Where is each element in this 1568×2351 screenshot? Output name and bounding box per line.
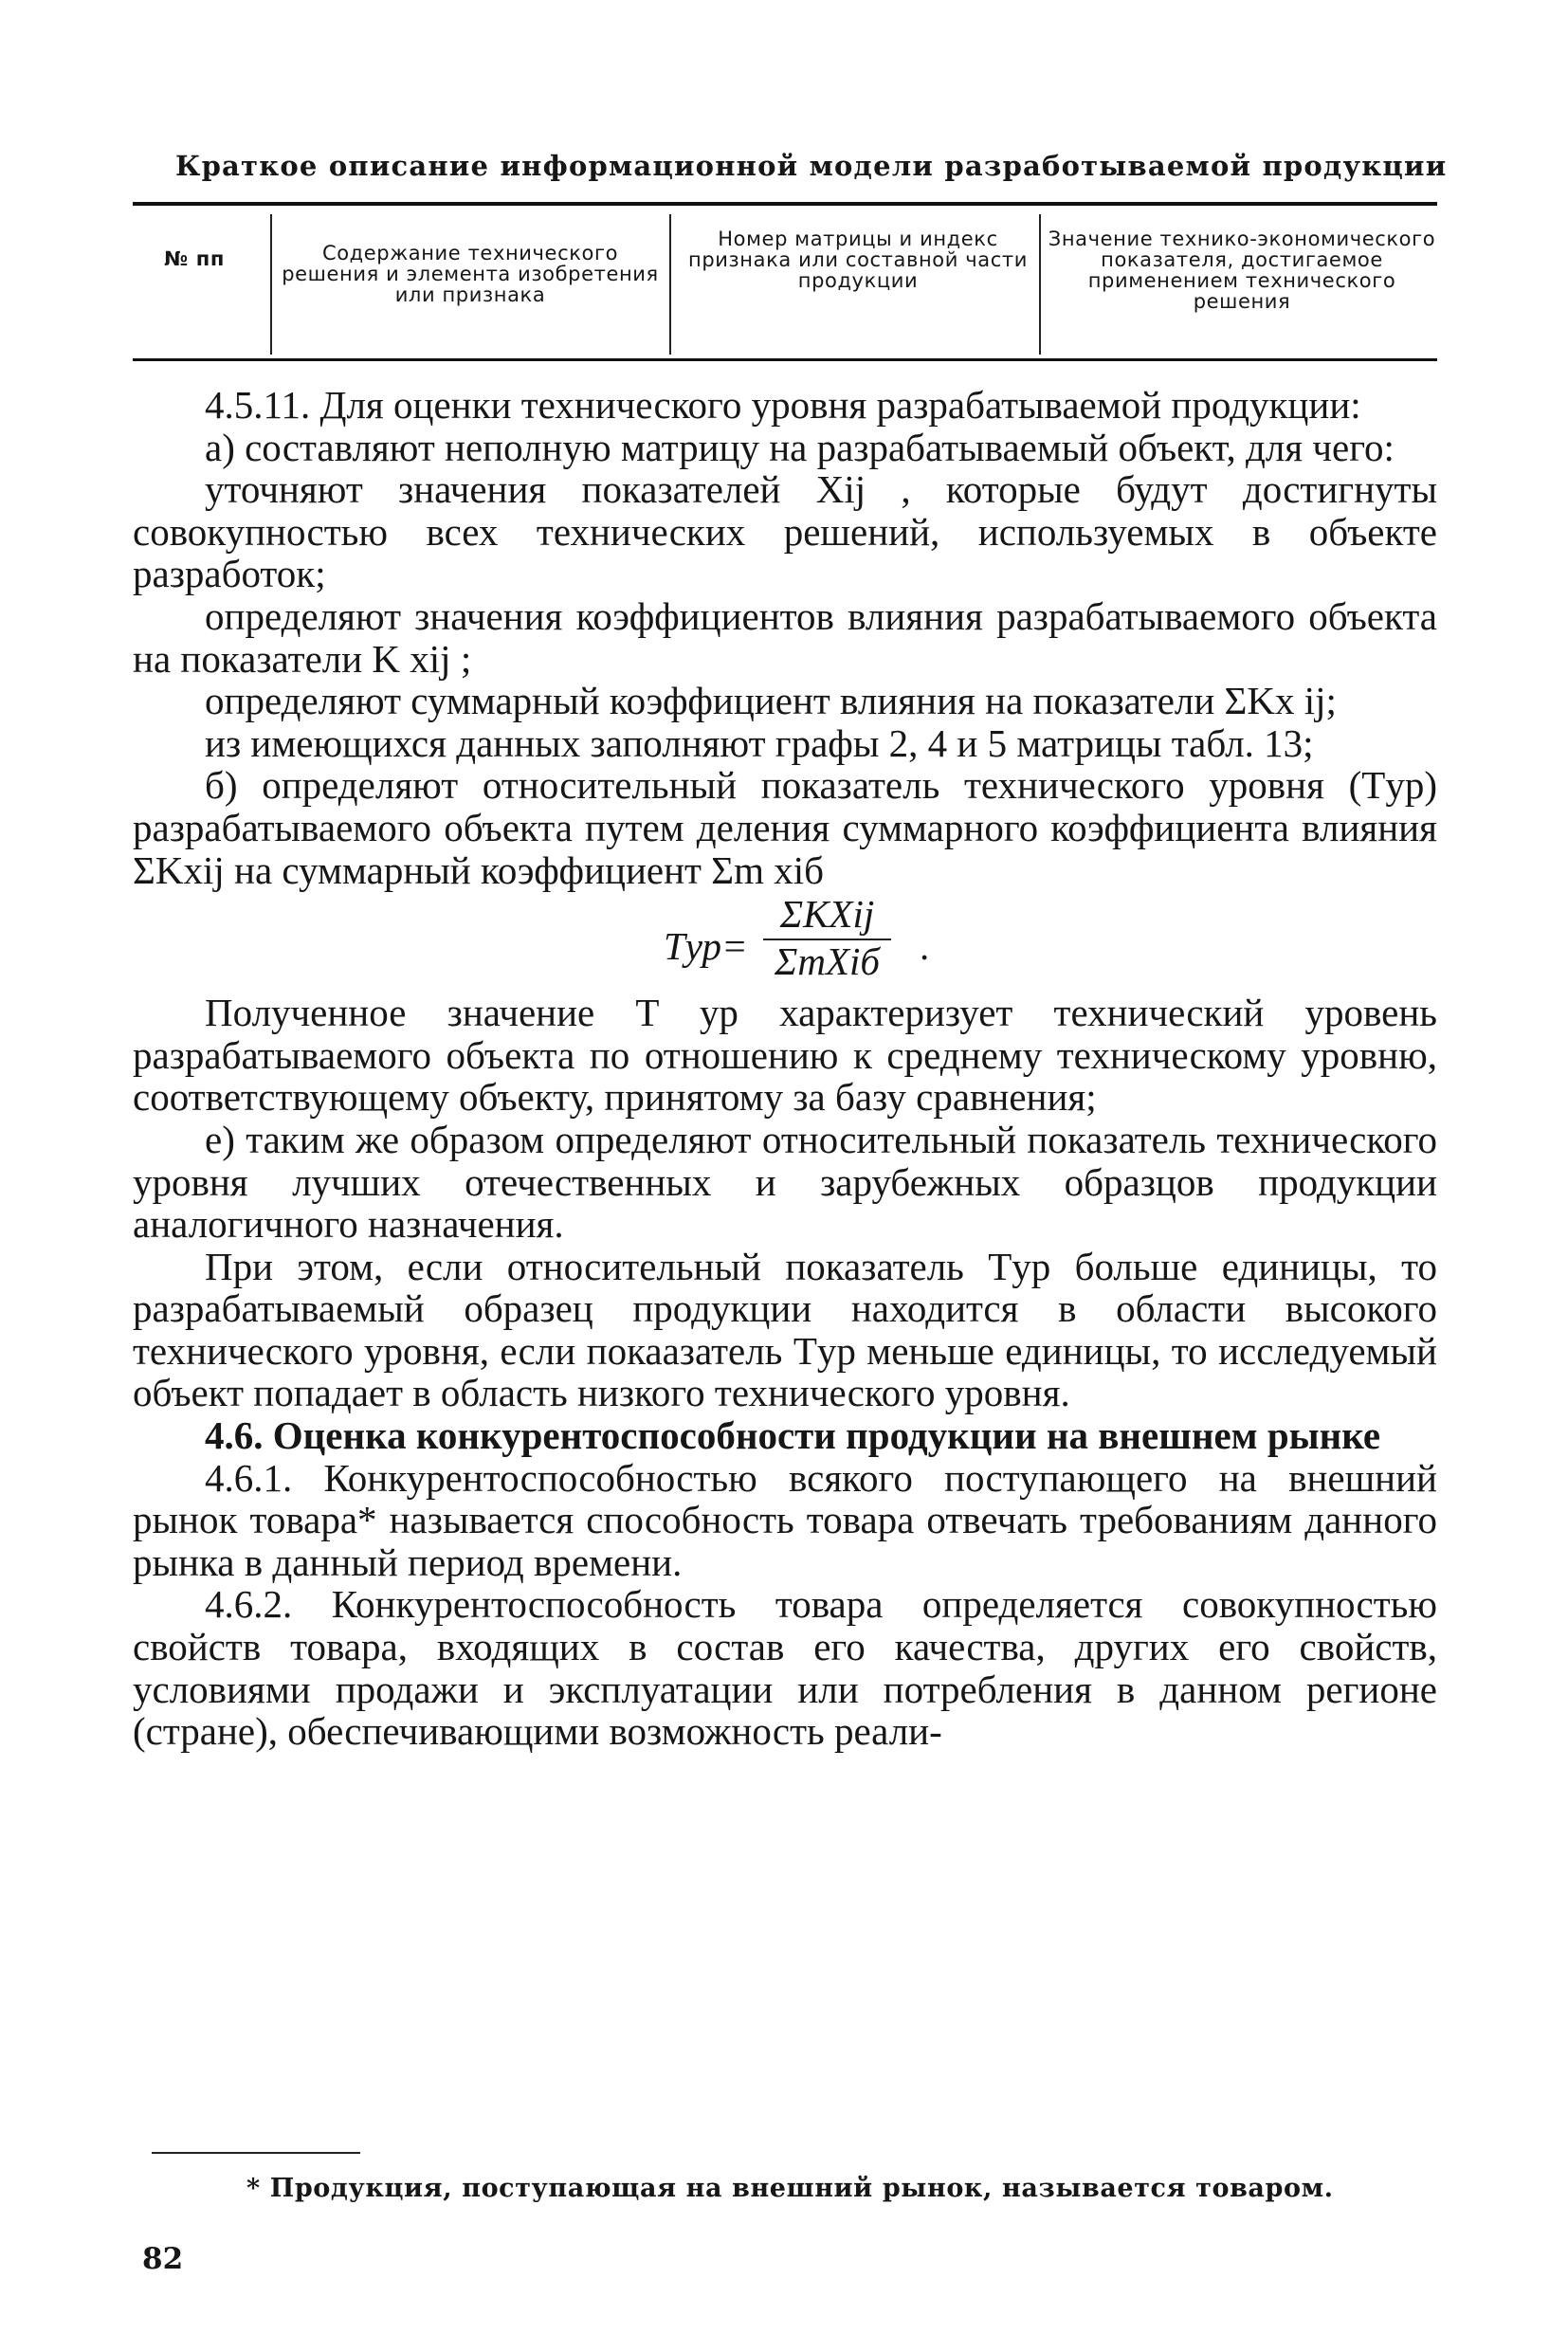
- footnote: * Продукция, поступающая на внешний рынок, называется товаром.: [246, 2174, 1334, 2203]
- formula-lhs: Tур=: [664, 924, 748, 969]
- paragraph: из имеющихся данных заполняют графы 2, 4 и 5 матрицы табл. 13;: [205, 720, 1314, 765]
- table-header-matrix: Номер матрицы и индекс признака или составной части продукции: [688, 228, 1028, 292]
- column-divider: [669, 214, 671, 355]
- paragraph: При этом, если относительный показатель Tур больше единицы, то разрабатываемый образец продукции находится в области высокого технического уровня, если покаазатель Tур меньше единицы, то исследуемый объект попадает в область низкого технического уровня.: [133, 1244, 1437, 1415]
- paragraph: определяют суммарный коэффициент влияния на показатели ΣKx ij;: [205, 679, 1337, 723]
- table-caption: Краткое описание информационной модели разработываемой продукции: [175, 150, 1448, 182]
- paragraph: 4.5.11. Для оценки технического уровня разрабатываемой продукции:: [205, 383, 1361, 427]
- formula-denominator: ΣmXiб: [774, 939, 881, 984]
- table-header-content: Содержание технического решения и элемента изобретения или признака: [282, 242, 659, 306]
- paragraph: 4.6.2. Конкурентоспособность товара определяется совокупностью свойств товара, входящих в состав его качества, других его свойств, условиями продажи и эксплуатации или потребления в данном регионе (стране), обеспечивающими возможность реали-: [133, 1582, 1437, 1754]
- formula: [133, 893, 1437, 984]
- table-header-number: № пп: [164, 247, 225, 270]
- paragraph: уточняют значения показателей Xij , которые будут достигнуты совокупностью всех технических решений, используемых в объекте разработок;: [133, 467, 1437, 596]
- column-divider: [270, 214, 272, 355]
- table-header-value: Значение технико-экономического показателя, достигаемое применением технического решения: [1048, 228, 1436, 313]
- paragraph: а) составляют неполную матрицу на разрабатываемый объект, для чего:: [205, 425, 1395, 469]
- table-bottom-rule: [133, 358, 1437, 361]
- section-heading: 4.6. Оценка конкурентоспособности продукции на внешнем рынке: [205, 1413, 1381, 1458]
- formula-numerator: ΣKXij: [763, 893, 891, 940]
- paragraph: 4.6.1. Конкурентоспособностью всякого поступающего на внешний рынок товара* называется способность товара отвечать требованиям данного рынка в данный период времени.: [133, 1455, 1437, 1584]
- page-number: 82: [142, 2242, 184, 2276]
- footnote-rule: [152, 2152, 360, 2154]
- paragraph: Полученное значение T ур характеризует технический уровень разрабатываемого объекта по отношению к среднему техническому уровню, соответствующему объекту, принятому за базу сравнения;: [133, 991, 1437, 1120]
- paragraph: б) определяют относительный показатель технического уровня (Tур) разрабатываемого объекта путем деления суммарного коэффициента влияния ΣKxij на суммарный коэффициент Σm xiб: [133, 763, 1437, 892]
- paragraph: е) таким же образом определяют относительный показатель технического уровня лучших отечественных и зарубежных образцов продукции аналогичного назначения.: [133, 1117, 1437, 1247]
- main-text: [133, 384, 1437, 1753]
- paragraph: определяют значения коэффициентов влияния разрабатываемого объекта на показатели K xij ;: [133, 593, 1437, 681]
- formula-end: .: [920, 924, 930, 969]
- column-divider: [1039, 214, 1041, 355]
- table-top-rule: [133, 202, 1437, 206]
